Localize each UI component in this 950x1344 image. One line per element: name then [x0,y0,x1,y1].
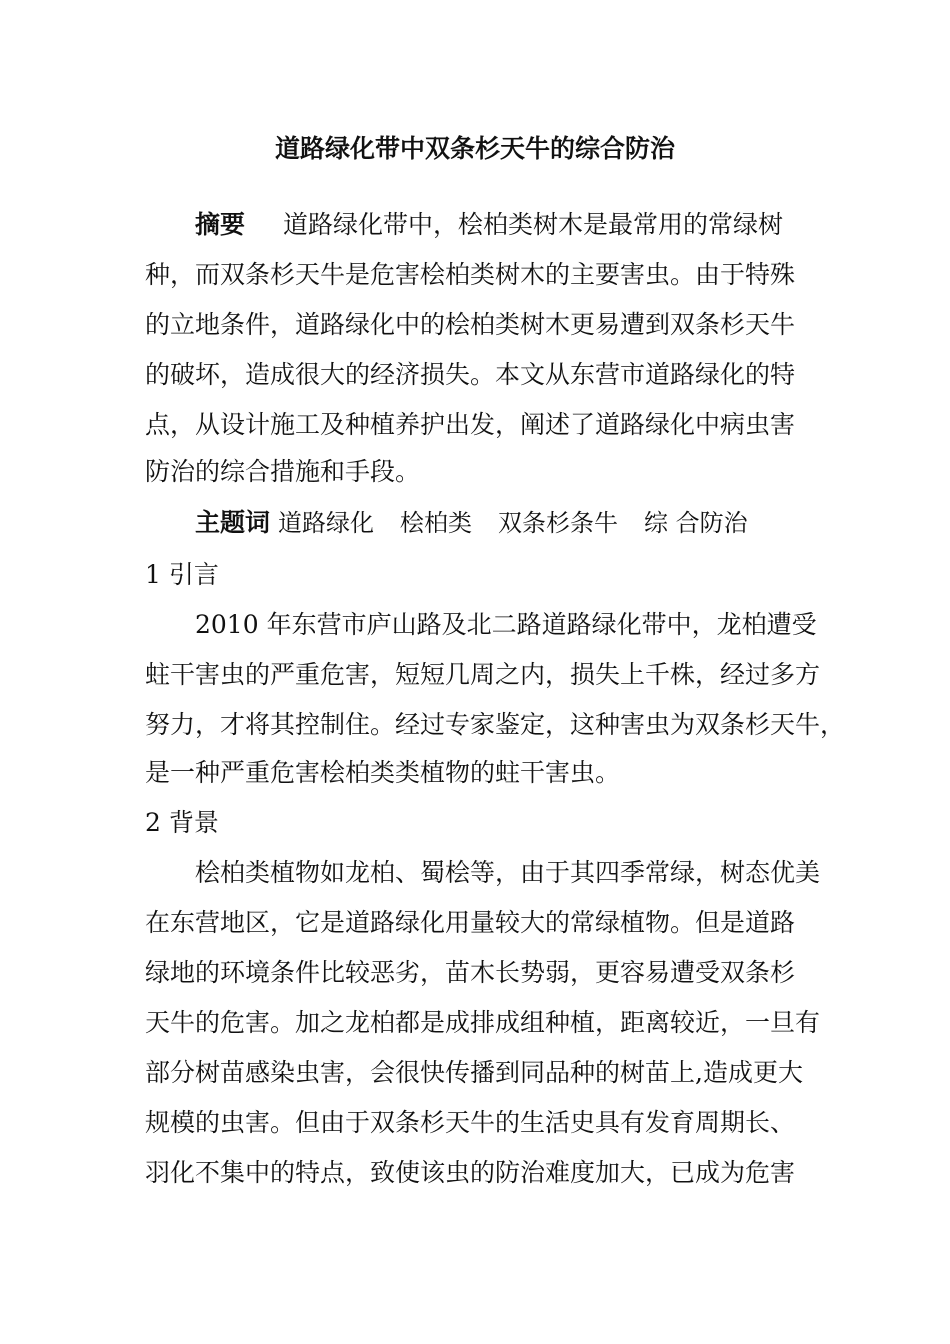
paragraph-line: 部分树苗感染虫害，会很快传播到同品种的树苗上,造成更大 [145,1058,803,1087]
paragraph-line: 是一种严重危害桧柏类类植物的蛀干害虫。 [145,758,621,787]
keywords-label: 主题词 [195,508,271,537]
paragraph-line: 绿地的环境条件比较恶劣，苗木长势弱，更容易遭受双条杉 [145,958,796,987]
keyword: 双条杉条牛 [497,509,618,537]
abstract-line: 的破坏，造成很大的经济损失。本文从东营市道路绿化的特 [145,360,796,389]
abstract-line: 的立地条件，道路绿化中的桧柏类树木更易遭到双条杉天牛 [145,310,796,339]
abstract-line: 点，从设计施工及种植养护出发，阐述了道路绿化中病虫害 [145,410,796,439]
abstract-line: 防治的综合措施和手段。 [145,457,421,486]
paragraph-line: 规模的虫害。但由于双条杉天牛的生活史具有发育周期长、 [145,1108,796,1137]
paragraph-line: 蛀干害虫的严重危害，短短几周之内，损失上千株，经过多方 [145,660,821,689]
document-title: 道路绿化带中双条杉天牛的综合防治 [274,134,675,163]
paragraph-line: 2010 年东营市庐山路及北二路道路绿化带中，龙柏遭受 [195,610,817,639]
section-heading: 1 引言 [145,560,219,589]
section-heading: 2 背景 [145,808,219,837]
keywords-line [195,503,815,543]
paragraph-line: 天牛的危害。加之龙柏都是成排成组种植，距离较近，一旦有 [145,1008,821,1037]
keyword: 道路绿化 [277,509,374,537]
paragraph-line: 桧柏类植物如龙柏、蜀桧等，由于其四季常绿，树态优美 [195,858,821,887]
paragraph-line: 羽化不集中的特点，致使该虫的防治难度加大，已成为危害 [145,1158,796,1187]
abstract-line: 种，而双条杉天牛是危害桧柏类树木的主要害虫。由于特殊 [145,260,796,289]
abstract-label: 摘要 [195,210,246,239]
paragraph-line: 在东营地区，它是道路绿化用量较大的常绿植物。但是道路 [145,908,796,937]
paragraph-line: 努力，才将其控制住。经过专家鉴定，这种害虫为双条杉天牛， [145,710,846,739]
abstract-text: 道路绿化带中，桧柏类树木是最常用的常绿树 [283,210,784,239]
keyword: 综 合防治 [643,509,748,537]
abstract-line [195,205,815,245]
keyword: 桧柏类 [399,509,472,537]
